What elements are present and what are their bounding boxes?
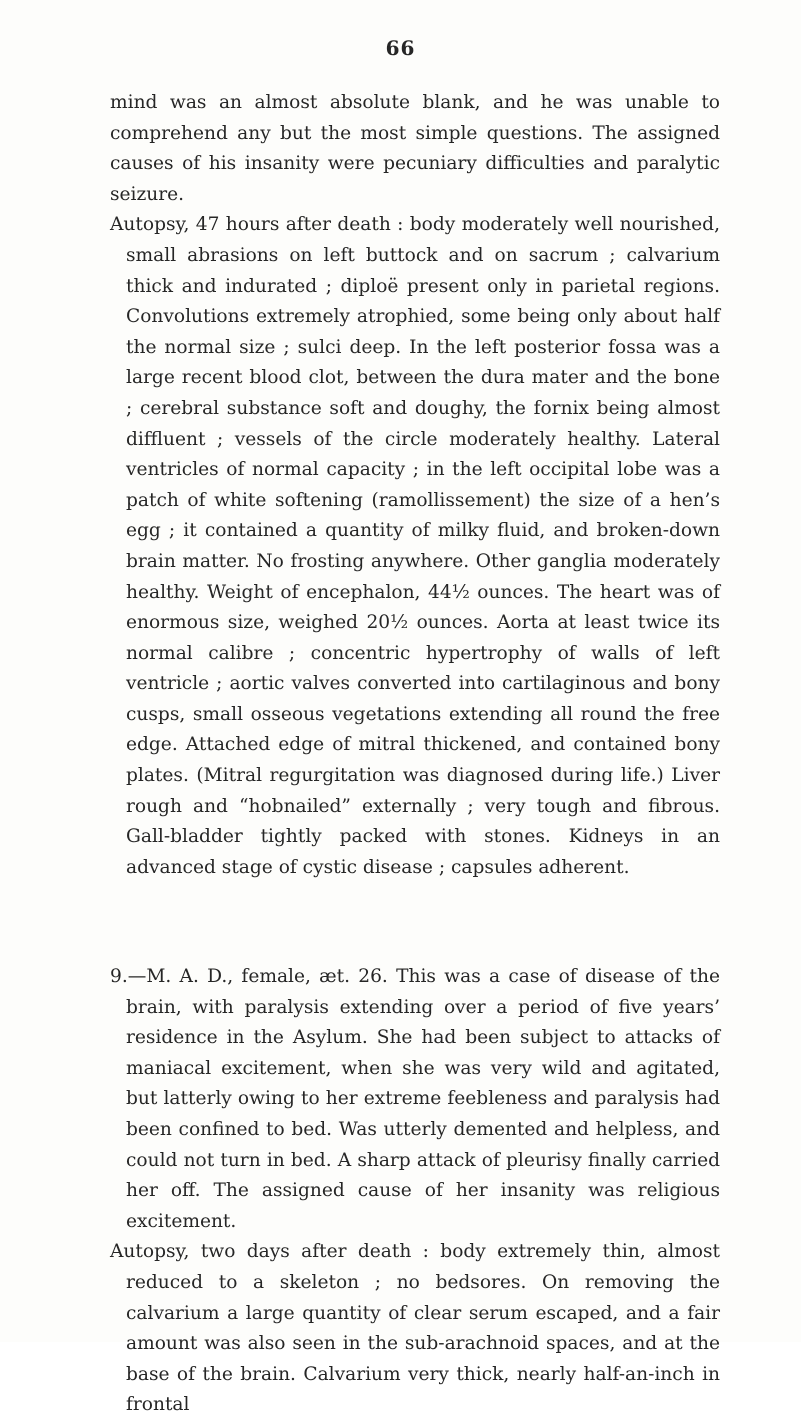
text-section-2	[110, 962, 720, 1421]
page-number: 66	[385, 36, 416, 60]
paragraph-1: mind was an almost absolute blank, and he was unable to comprehend any but the most simple questions. The assigned causes of his insanity were pecuniary difficulties and paralytic seizure.	[110, 92, 720, 205]
paragraph-2-autopsy: Autopsy, 47 hours after death : body moderately well nourished, small abrasions on left buttock and on sacrum ; calvarium thick and indurated ; diploë present only in parietal regions. Convolutions extremely atrophied, some being only about half the normal size ; sulci deep. In the left posterior fossa was a large recent blood clot, between the dura mater and the bone ; cerebral substance soft and doughy, the fornix being almost diffluent ; vessels of the circle moderately healthy. Lateral ventricles of normal capacity ; in the left occipital lobe was a patch of white softening (ramollissement) the size of a hen’s egg ; it contained a quantity of milky fluid, and broken-down brain matter. No frosting anywhere. Other ganglia moderately healthy. Weight of encephalon, 44½ ounces. The heart was of enormous size, weighed 20½ ounces. Aorta at least twice its normal calibre ; concentric hypertrophy of walls of left ventricle ; aortic valves converted into cartilaginous and bony cusps, small osseous vegetations extending all round the free edge. Attached edge of mitral thickened, and contained bony plates. (Mitral regurgitation was diagnosed during life.) Liver rough and “hobnailed” externally ; very tough and fibrous. Gall-bladder tightly packed with stones. Kidneys in an advanced stage of cystic disease ; capsules adherent.	[110, 214, 720, 878]
paragraph-3-case-9: 9.—M. A. D., female, æt. 26. This was a case of disease of the brain, with paralysis extending over a period of five years’ residence in the Asylum. She had been subject to attacks of maniacal excitement, when she was very wild and agitated, but latterly owing to her extreme feebleness and paralysis had been confined to bed. Was utterly demented and helpless, and could not turn in bed. A sharp attack of pleurisy finally carried her off. The assigned cause of her insanity was religious excitement.	[110, 966, 720, 1232]
paragraph-4-autopsy: Autopsy, two days after death : body extremely thin, almost reduced to a skeleton ; no bedsores. On removing the calvarium a large quantity of clear serum escaped, and a fair amount was also seen in the sub-arachnoid spaces, and at the base of the brain. Calvarium very thick, nearly half-an-inch in frontal	[110, 1241, 720, 1416]
text-section-1	[110, 88, 720, 883]
